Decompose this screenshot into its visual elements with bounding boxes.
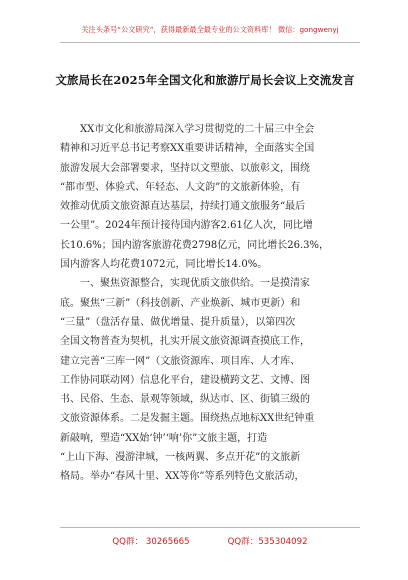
- text-line: 一、聚焦资源整合，实现优质文旅供给。一是摸清家: [60, 278, 310, 290]
- text-line: 新敲响，塑造“XX始‘钟’‘响’你”文旅主题，打造: [60, 432, 268, 444]
- text-line: “上山下海、漫游津城，一核两翼、多点开花”的文旅新: [60, 452, 301, 464]
- paragraph-1: [60, 120, 360, 274]
- text-line: 旅游发展大会部署要求，坚持以文塑旅、以旅彰文，围绕: [60, 162, 310, 174]
- text-line: 书、民俗、生态、景观等领域，纵达市、区、街镇三级的: [60, 394, 310, 406]
- document-body: [60, 120, 360, 487]
- text-line: 文旅资源体系。二是发掘主题。围绕热点地标XX世纪钟重: [60, 413, 315, 425]
- header-promo-note: 关注头条号“公文研究”，获得最新最全最专业的公文资料库！ 微信：gongwenyj: [81, 25, 339, 34]
- header-divider: [60, 42, 360, 43]
- text-line: 一公里”。2024年预计接待国内游客2.61亿人次，同比增: [60, 220, 313, 232]
- paragraph-2: [60, 274, 360, 486]
- text-line: 格局。举办“春风十里、XX等你”等系列特色文旅活动，: [60, 471, 305, 483]
- document-title: 文旅局长在2025年全国文化和旅游厅局长会议上交流发言: [55, 73, 355, 87]
- text-line: 长10.6%；国内游客旅游花费2798亿元，同比增长26.3%，: [60, 239, 329, 251]
- text-line: 效推动优质文旅资源直达基层，持续打通文旅服务“最后: [60, 201, 306, 213]
- footer-divider: [60, 527, 360, 528]
- footer: [60, 535, 360, 547]
- text-line: “都市型、体验式、年轻态、人文韵”的文旅新体验，有: [60, 181, 301, 193]
- text-line: “三量”（盘活存量、做优增量、提升质量），以第四次: [60, 316, 296, 328]
- text-line: 国内游客人均花费1072元，同比增长14.0%。: [60, 259, 268, 271]
- text-line: 精神和习近平总书记考察XX重要讲话精神，全面落实全国: [60, 143, 315, 155]
- text-line: 全国文物普查为契机，扎实开展文旅资源调查摸底工作，: [60, 336, 310, 348]
- footer-qq-group-right: QQ群：535304092: [227, 537, 308, 547]
- text-line: 建立完善“三库一网”（文旅资源库、项目库、人才库、: [60, 355, 301, 367]
- text-line: XX市文化和旅游局深入学习贯彻党的二十届三中全会: [60, 124, 315, 135]
- text-line: 工作协同联动网）信息化平台，建设横跨文艺、文博、图: [60, 374, 310, 386]
- text-line: 底。聚焦“三新”（科技创新、产业焕新、城市更新）和: [60, 297, 301, 309]
- footer-qq-group-left: QQ群： 30265665: [112, 537, 190, 547]
